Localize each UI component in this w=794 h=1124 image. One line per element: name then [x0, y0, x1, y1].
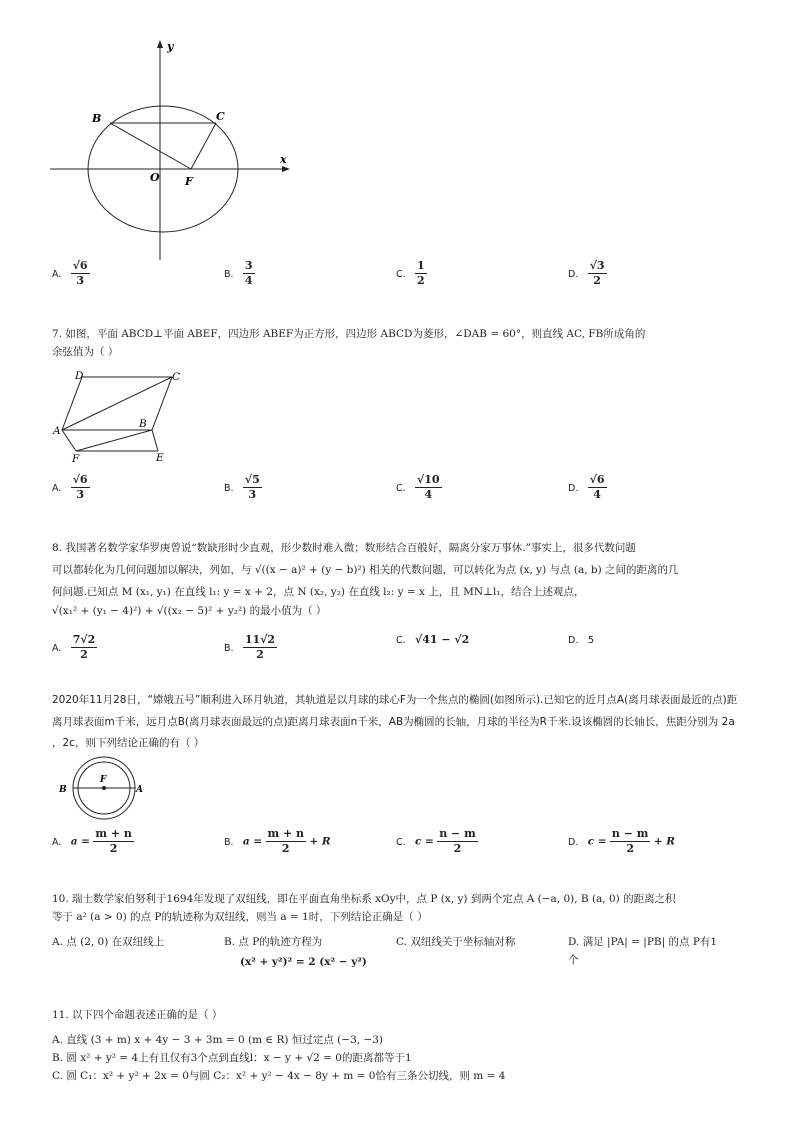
fraction: $\frac{√3}{2}$ [589, 259, 605, 287]
q6-option-d[interactable] [568, 259, 607, 288]
option-letter: A. [52, 836, 62, 848]
fig7-label-b: B [139, 418, 147, 430]
q9-stem-line3: ，2c，则下列结论正确的有（ ） [52, 737, 205, 749]
q11-option-a[interactable]: A. 直线 (3 + m) x + 4y − 3 + 3m = 0 (m ∈ R) 恒过定点 (−3, −3) [52, 1034, 384, 1046]
fig6-label-b: B [92, 112, 102, 125]
option-letter: C. [396, 635, 406, 646]
option-text: B. 点 P的轨迹方程为 [224, 936, 323, 948]
option-letter: C. [396, 268, 406, 280]
q10-option-a[interactable]: A. 点 (2, 0) 在双纽线上 [52, 936, 165, 948]
q9-option-d[interactable] [568, 827, 675, 856]
q8-stem-line4: √(x₁² + (y₁ − 4)²) + √((x₂ − 5)² + y₂²) 的最小值为（ ） [52, 605, 327, 617]
fig6-label-x: x [280, 153, 287, 166]
q10-option-d[interactable] [568, 935, 717, 967]
fig7-label-a: A [53, 425, 61, 437]
fig6-label-c: C [216, 110, 225, 123]
q9-option-a[interactable] [52, 827, 134, 856]
q10-stem-line2: 等于 a² (a > 0) 的点 P的轨迹称为双纽线，则当 a = 1时，下列结论正确是（ ） [52, 911, 428, 923]
fig7-label-c: C [172, 371, 181, 383]
fig9-label-a: A [136, 785, 143, 795]
q7-stem-line1: 7. 如图，平面 ABCD⊥平面 ABEF，四边形 ABEF为正方形，四边形 ABCD为菱形，∠DAB = 60°，则直线 AC, FB所成角的 [52, 328, 646, 340]
fig7-label-e: E [156, 452, 164, 464]
q8-option-c[interactable] [396, 633, 469, 648]
q8-option-d[interactable] [568, 633, 594, 648]
fig6-label-y: y [167, 40, 174, 53]
fig6-label-o: O [150, 171, 160, 184]
option-text: D. 满足 |PA| = |PB| 的点 P有1 [568, 936, 718, 948]
q9-figure [56, 755, 150, 825]
option-lhs: a = [70, 835, 90, 848]
q7-option-a[interactable] [52, 473, 90, 502]
q7-option-c[interactable] [396, 473, 442, 502]
q8-stem-line1: 8. 我国著名数学家华罗庚曾说“数缺形时少直观，形少数时难入微；数形结合百般好，隔离分家万事休.”事实上，很多代数问题 [52, 542, 636, 554]
q8-option-a[interactable] [52, 633, 97, 662]
option-letter: D. [568, 482, 579, 494]
option-lhs: c = [415, 835, 434, 848]
q10-option-c[interactable]: C. 双纽线关于坐标轴对称 [396, 936, 516, 948]
option-rhs: + R [653, 835, 675, 848]
option-letter: C. [396, 836, 406, 848]
q9-stem-line2: 离月球表面m千米，远月点B(离月球表面最远的点)距离月球表面n千米，AB为椭圆的长轴，月球的半径为R千米.设该椭圆的长轴长，焦距分别为 2a [52, 716, 735, 728]
fraction: $\frac{n - m}{2}$ [439, 827, 476, 855]
fig7-label-f: F [72, 453, 80, 465]
q10-stem-line1: 10. 瑞士数学家伯努利于1694年发现了双纽线，即在平面直角坐标系 xOy中，点 P (x, y) 到两个定点 A (−a, 0), B (a, 0) 的距离之积 [52, 893, 676, 905]
fig9-label-f: F [100, 775, 107, 785]
q6-option-c[interactable] [396, 259, 427, 288]
fraction: $\frac{11√2}{2}$ [244, 633, 276, 661]
q7-figure [50, 367, 190, 465]
fig9-label-b: B [59, 785, 67, 795]
option-rhs: + R [309, 835, 331, 848]
fraction: $\frac{√6}{4}$ [589, 473, 605, 501]
option-text-cont: 个 [568, 954, 579, 966]
q7-stem-line2: 余弦值为（ ） [52, 346, 119, 358]
option-letter: D. [568, 836, 579, 848]
q7-option-d[interactable] [568, 473, 607, 502]
fraction: $\frac{√6}{3}$ [72, 259, 88, 287]
q11-stem: 11. 以下四个命题表述正确的是（ ） [52, 1009, 223, 1021]
q8-stem-line3: 何问题.已知点 M (x₁, y₁) 在直线 l₁: y = x + 2，点 N (x₂, y₂) 在直线 l₂: y = x 上，且 MN⊥l₁，结合上述观点， [52, 586, 585, 598]
option-value: √41 − √2 [415, 633, 470, 646]
fraction: $\frac{m + n}{2}$ [267, 827, 305, 855]
option-letter: D. [568, 268, 579, 280]
fraction: $\frac{√6}{3}$ [72, 473, 88, 501]
option-letter: D. [568, 635, 579, 646]
fraction: $\frac{7√2}{2}$ [72, 633, 96, 661]
q9-option-b[interactable] [224, 827, 331, 856]
fig6-label-f: F [185, 175, 193, 188]
option-equation: (x² + y²)² = 2 (x² − y²) [240, 956, 367, 968]
option-letter: A. [52, 268, 62, 280]
option-lhs: a = [242, 835, 263, 848]
option-letter: A. [52, 642, 62, 654]
option-lhs: c = [587, 835, 607, 848]
q6-option-b[interactable] [224, 259, 255, 288]
option-letter: B. [224, 836, 234, 848]
q10-option-b[interactable] [224, 935, 367, 969]
q7-option-b[interactable] [224, 473, 262, 502]
q8-option-b[interactable] [224, 633, 277, 662]
fraction: $\frac{3}{4}$ [244, 259, 253, 287]
option-letter: B. [224, 642, 234, 654]
option-letter: B. [224, 482, 234, 494]
fraction: $\frac{√10}{4}$ [417, 473, 440, 501]
q9-option-c[interactable] [396, 827, 478, 856]
option-value: 5 [587, 635, 595, 646]
fig7-label-d: D [75, 370, 84, 382]
fraction: $\frac{1}{2}$ [417, 259, 425, 287]
q8-stem-line2: 可以都转化为几何问题加以解决，列如，与 √((x − a)² + (y − b)²) 相关的代数问题，可以转化为点 (x, y) 与点 (a, b) 之间的距离的几 [52, 564, 679, 576]
q6-figure [48, 38, 298, 263]
option-letter: A. [52, 482, 62, 494]
fraction: $\frac{m + n}{2}$ [95, 827, 132, 855]
q11-option-c[interactable]: C. 圆 C₁：x² + y² + 2x = 0与圆 C₂：x² + y² − 4x − 8y + m = 0恰有三条公切线，则 m = 4 [52, 1070, 506, 1082]
fraction: $\frac{n - m}{2}$ [611, 827, 649, 855]
option-letter: C. [396, 482, 406, 494]
fraction: $\frac{√5}{3}$ [244, 473, 260, 501]
q9-stem-line1: 2020年11月28日，“嫦娥五号”顺利进入环月轨道，其轨道是以月球的球心F为一个焦点的椭圆(如图所示).已知它的近月点A(离月球表面最近的点)距 [52, 694, 738, 706]
q6-option-a[interactable] [52, 259, 90, 288]
option-letter: B. [224, 268, 234, 280]
q11-option-b[interactable]: B. 圆 x² + y² = 4上有且仅有3个点到直线l：x − y + √2 = 0的距离都等于1 [52, 1052, 412, 1064]
